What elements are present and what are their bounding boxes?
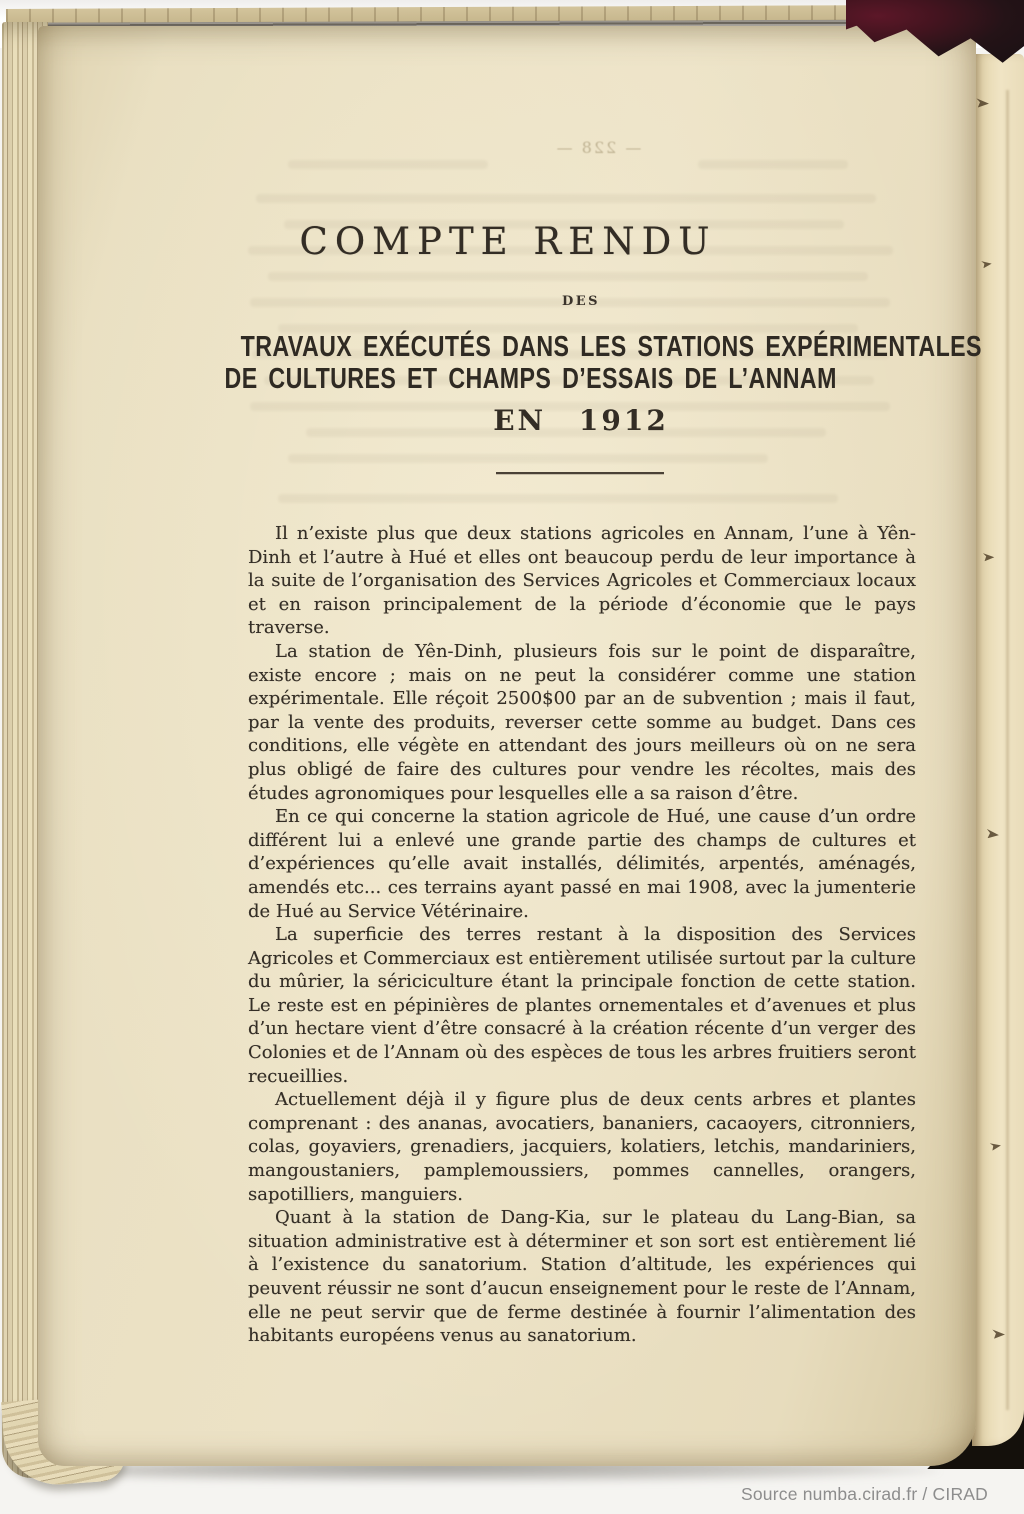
body-paragraph: Actuellement déjà il y figure plus de deux cents arbres et plantes comprenant : des ananas, avocatiers, bananiers, cacaoyers, citronniers, colas, goyaviers, grenadiers, jacquiers, kolatiers, letchis, mandariniers, mangoustaniers, pamplemoussiers, pommes cannelles, orangers, sapotilliers, manguiers. xyxy=(248,1089,916,1205)
scanned-page xyxy=(38,26,982,1466)
body-paragraph: En ce qui concerne la station agricole de Hué, une cause d’un ordre différent lui a enlevé une grande partie des champs de cultures et d’expériences qu’elle avait installés, délimités, arpentés, aménagés, amendés etc... ces terrains ayant passé en mai 1908, avec la jumenterie de Hué au Service Vétérinaire. xyxy=(248,806,916,922)
source-attribution: Source numba.cirad.fr / CIRAD xyxy=(741,1484,988,1504)
body-paragraph: La superficie des terres restant à la disposition des Services Agricoles et Commerciaux est entièrement utilisée surtout par la culture du mûrier, la sériciculture étant la principale fonction de cette station. Le reste est en pépinières de plantes ornementales et d’avenues et plus d’un hectare vient d’être consacré à la création récente d’un verger des Colonies et de l’Annam où des espèces de tous les arbres fruitiers seront recueillies. xyxy=(248,924,916,1087)
gutter-fold-line xyxy=(1006,90,1009,1410)
facing-page xyxy=(972,54,1024,1446)
body-paragraph: Il n’existe plus que deux stations agricoles en Annam, l’une à Yên-Dinh et l’autre à Hué et elles ont beaucoup perdu de leur importance à la suite de l’organisation des Services Agricoles et Commerciaux locaux et en raison principalement de la période d’économie que le pays traverse. xyxy=(248,523,916,639)
bleedthrough-page-number: — 228 — xyxy=(554,138,642,157)
document-des-label: DES xyxy=(561,294,601,309)
document-subtitle-line1: TRAVAUX EXÉCUTÉS DANS LES STATIONS EXPÉRIMENTALES xyxy=(240,331,982,363)
body-paragraph: La station de Yên-Dinh, plusieurs fois sur le point de disparaître, existe encore ; mais on ne peut la considérer comme une station expérimentale. Elle réçoit 2500$00 par an de subvention ; mais il faut, par la vente des produits, reverser cette somme au budget. Dans ces conditions, elle végète en attendant des jours meilleurs où on ne sera plus obligé de faire des cultures pour vendre les récoltes, mais des études agronomiques pour lesquelles elle a sa raison d’être. xyxy=(248,640,916,804)
body-text-block xyxy=(248,522,916,1348)
document-year-line: EN 1912 xyxy=(493,404,669,437)
body-paragraph: Quant à la station de Dang-Kia, sur le plateau du Lang-Bian, sa situation administrative est à déterminer et son sort est entièrement lié à l’existence du sanatorium. Station d’altitude, les expériences qui peuvent réussir ne sont d’aucun enseignement pour le reste de l’Annam, elle ne peut servir que de ferme destinée à fournir l’alimentation des habitants européens venus au sanatorium. xyxy=(248,1207,916,1347)
heading-divider-rule xyxy=(496,472,664,474)
document-subtitle-line2: DE CULTURES ET CHAMPS D’ESSAIS DE L’ANNAM xyxy=(224,363,837,395)
document-title: COMPTE RENDU xyxy=(299,220,717,263)
